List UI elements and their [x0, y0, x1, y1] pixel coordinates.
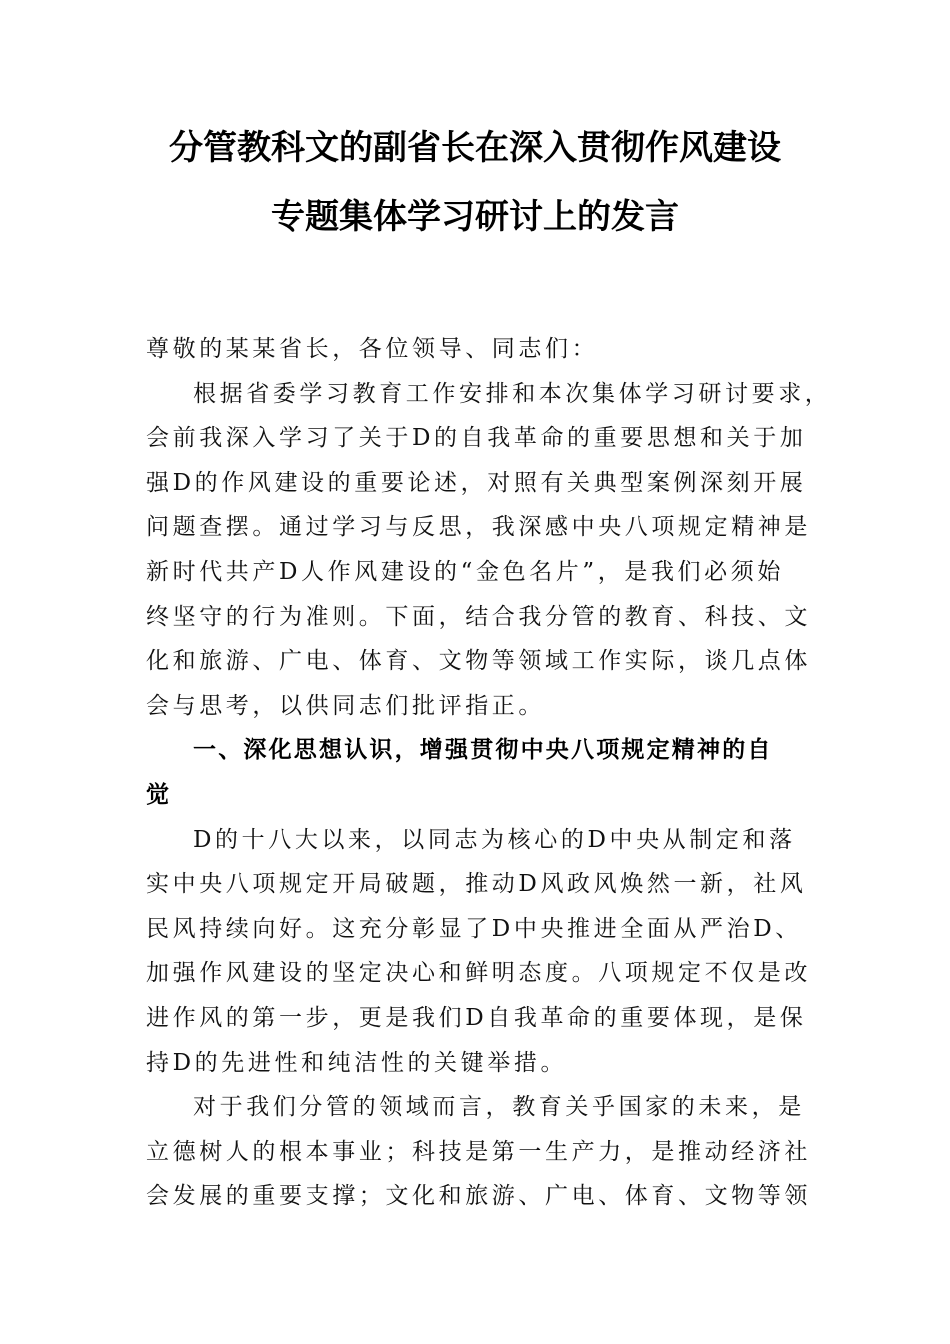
salutation: 尊敬的某某省长，各位领导、同志们： — [146, 336, 599, 362]
paragraph-line: 持D的先进性和纯洁性的关键举措。 — [146, 1050, 568, 1076]
document-title-line-2: 专题集体学习研讨上的发言 — [271, 197, 679, 237]
document-title-line-1: 分管教科文的副省长在深入贯彻作风建设 — [169, 128, 781, 168]
paragraph-line: 加强作风建设的坚定决心和鲜明态度。八项规定不仅是改 — [146, 960, 811, 986]
section-heading-1-cont: 觉 — [146, 782, 172, 808]
paragraph-line: 新时代共产D人作风建设的“金色名片”，是我们必须始 — [146, 559, 784, 585]
section-heading-1: 一、深化思想认识，增强贯彻中央八项规定精神的自 — [193, 737, 773, 763]
paragraph-line: 强D的作风建设的重要论述，对照有关典型案例深刻开展 — [146, 470, 807, 496]
paragraph-line: 化和旅游、广电、体育、文物等领域工作实际，谈几点体 — [146, 648, 811, 674]
paragraph-line: D的十八大以来，以同志为核心的D中央从制定和落 — [193, 827, 796, 853]
paragraph-line: 会与思考，以供同志们批评指正。 — [146, 693, 545, 719]
paragraph-line: 根据省委学习教育工作安排和本次集体学习研讨要求， — [193, 381, 832, 407]
paragraph-line: 民风持续向好。这充分彰显了D中央推进全面从严治D、 — [146, 916, 802, 942]
paragraph-line: 会前我深入学习了关于D的自我革命的重要思想和关于加 — [146, 425, 807, 451]
paragraph-line: 实中央八项规定开局破题，推动D风政风焕然一新，社风 — [146, 871, 807, 897]
paragraph-line: 会发展的重要支撑；文化和旅游、广电、体育、文物等领 — [146, 1183, 811, 1209]
paragraph-line: 终坚守的行为准则。下面，结合我分管的教育、科技、文 — [146, 604, 811, 630]
paragraph-line: 立德树人的根本事业；科技是第一生产力，是推动经济社 — [146, 1139, 811, 1165]
paragraph-line: 问题查摆。通过学习与反思，我深感中央八项规定精神是 — [146, 514, 811, 540]
paragraph-line: 对于我们分管的领域而言，教育关乎国家的未来，是 — [193, 1094, 805, 1120]
paragraph-line: 进作风的第一步，更是我们D自我革命的重要体现，是保 — [146, 1005, 807, 1031]
